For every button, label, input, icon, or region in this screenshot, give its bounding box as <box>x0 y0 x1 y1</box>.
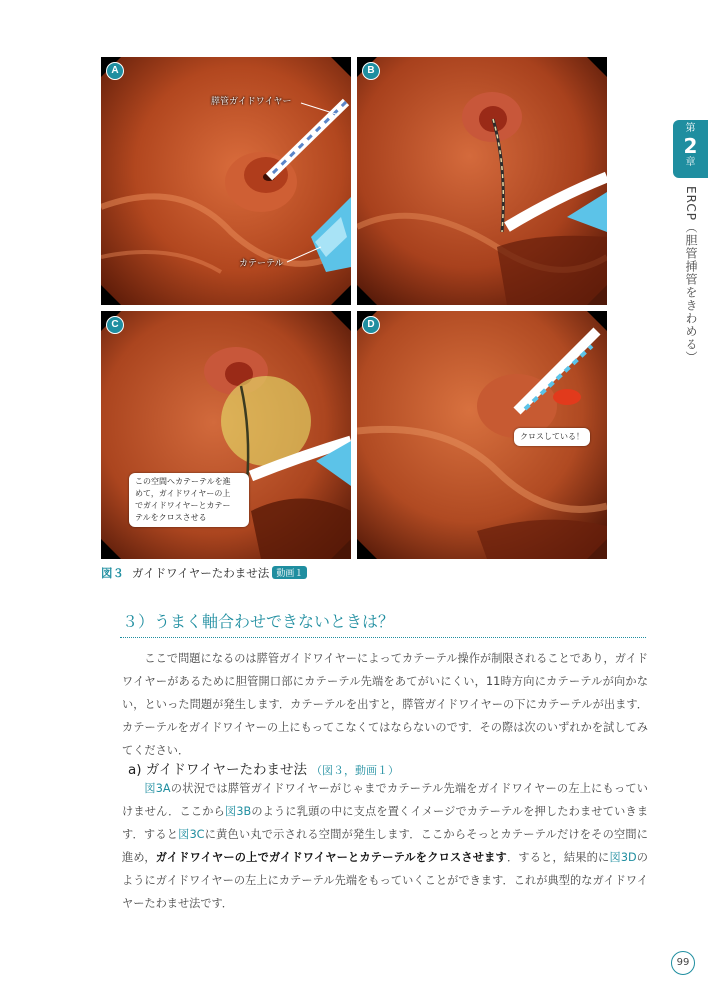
figure-panel-c <box>101 311 351 559</box>
annotation-bubble-d: クロスしている！ <box>514 428 590 446</box>
paragraph-text: ．すると，結果的に <box>506 851 610 864</box>
annotation-line: この空間へカテーテルを進 <box>135 477 231 486</box>
paragraph-text: の状況では膵管ガイドワイヤーがじゃまでカテーテル先端をガイドワイヤーの左上にもっていけません．ここから <box>122 782 648 818</box>
figure-panel-a <box>101 57 351 305</box>
callout-pancreatic-guidewire: 膵管ガイドワイヤー <box>211 97 292 107</box>
annotation-line: テルをクロスさせる <box>135 513 207 522</box>
chapter-suffix: 章 <box>685 157 696 168</box>
figure-caption-text: ガイドワイヤーたわませ法 <box>132 566 270 580</box>
figure-number: 図３ <box>101 566 124 580</box>
chapter-title: ERCP（胆管挿管をきわめる） <box>684 186 698 364</box>
panel-label-a: A <box>106 62 124 80</box>
paragraph-text: のようにガイドワイヤーの左上にカテーテル先端をもっていくことができます．これが典型的なガイドワイヤーたわませ法です． <box>122 851 648 910</box>
callout-catheter: カテーテル <box>239 259 284 269</box>
callout-lines <box>101 57 351 305</box>
figure-ref-3c[interactable]: 図3C <box>178 828 205 841</box>
endoscopy-image-b <box>357 57 607 305</box>
figure-panel-d <box>357 311 607 559</box>
chapter-number: 2 <box>683 134 698 158</box>
emphasis-text: ガイドワイヤーの上でガイドワイヤーとカテーテルをクロスさせます <box>155 851 507 864</box>
annotation-line: めて，ガイドワイヤーの上 <box>135 489 231 498</box>
panel-label-d: D <box>362 316 380 334</box>
paragraph-method <box>122 777 648 915</box>
panel-label-c: C <box>106 316 124 334</box>
figure-caption <box>101 565 307 581</box>
figure-ref-3b[interactable]: 図3B <box>224 805 252 818</box>
panel-label-b: B <box>362 62 380 80</box>
subsection-title: a) ガイドワイヤーたわませ法 <box>128 762 308 778</box>
paragraph-intro: ここで問題になるのは膵管ガイドワイヤーによってカテーテル操作が制限されることであり，ガイドワイヤーがあるために胆管開口部にカテーテル先端をあてがいにくい，11時方向にカテーテルが向かない，といった問題が発生します．カテーテルを出すと，膵管ガイドワイヤーの下にカテーテルが出ます．カテーテルをガイドワイヤーの上にもってこなくてはならないのです．その際は次のいずれかを試してみてください． <box>122 652 648 757</box>
paragraph-text: に黄色い丸で示される空間が発生します．ここからそっとカテーテルだけをその空間に進め， <box>122 828 648 864</box>
paragraph-text: のように乳頭の中に支点を置くイメージでカテーテルを押したわませていきます．すると <box>122 805 649 841</box>
section-heading: ３）うまく軸合わせできないときは？ <box>122 612 395 631</box>
subsection-figure-ref[interactable]: （図３，動画１） <box>311 764 400 777</box>
figure-panel-b <box>357 57 607 305</box>
figure-ref-3d[interactable]: 図3D <box>609 851 637 864</box>
annotation-line: でガイドワイヤーとカテー <box>135 501 231 510</box>
figure-ref-3a[interactable]: 図3A <box>144 782 171 795</box>
chapter-prefix: 第 <box>685 123 696 134</box>
chapter-tab <box>673 120 708 178</box>
annotation-bubble-c <box>129 473 249 527</box>
section-divider <box>120 637 646 638</box>
subsection-heading <box>128 758 399 778</box>
page-number: 99 <box>671 951 695 975</box>
video-badge[interactable]: 動画１ <box>272 566 307 579</box>
